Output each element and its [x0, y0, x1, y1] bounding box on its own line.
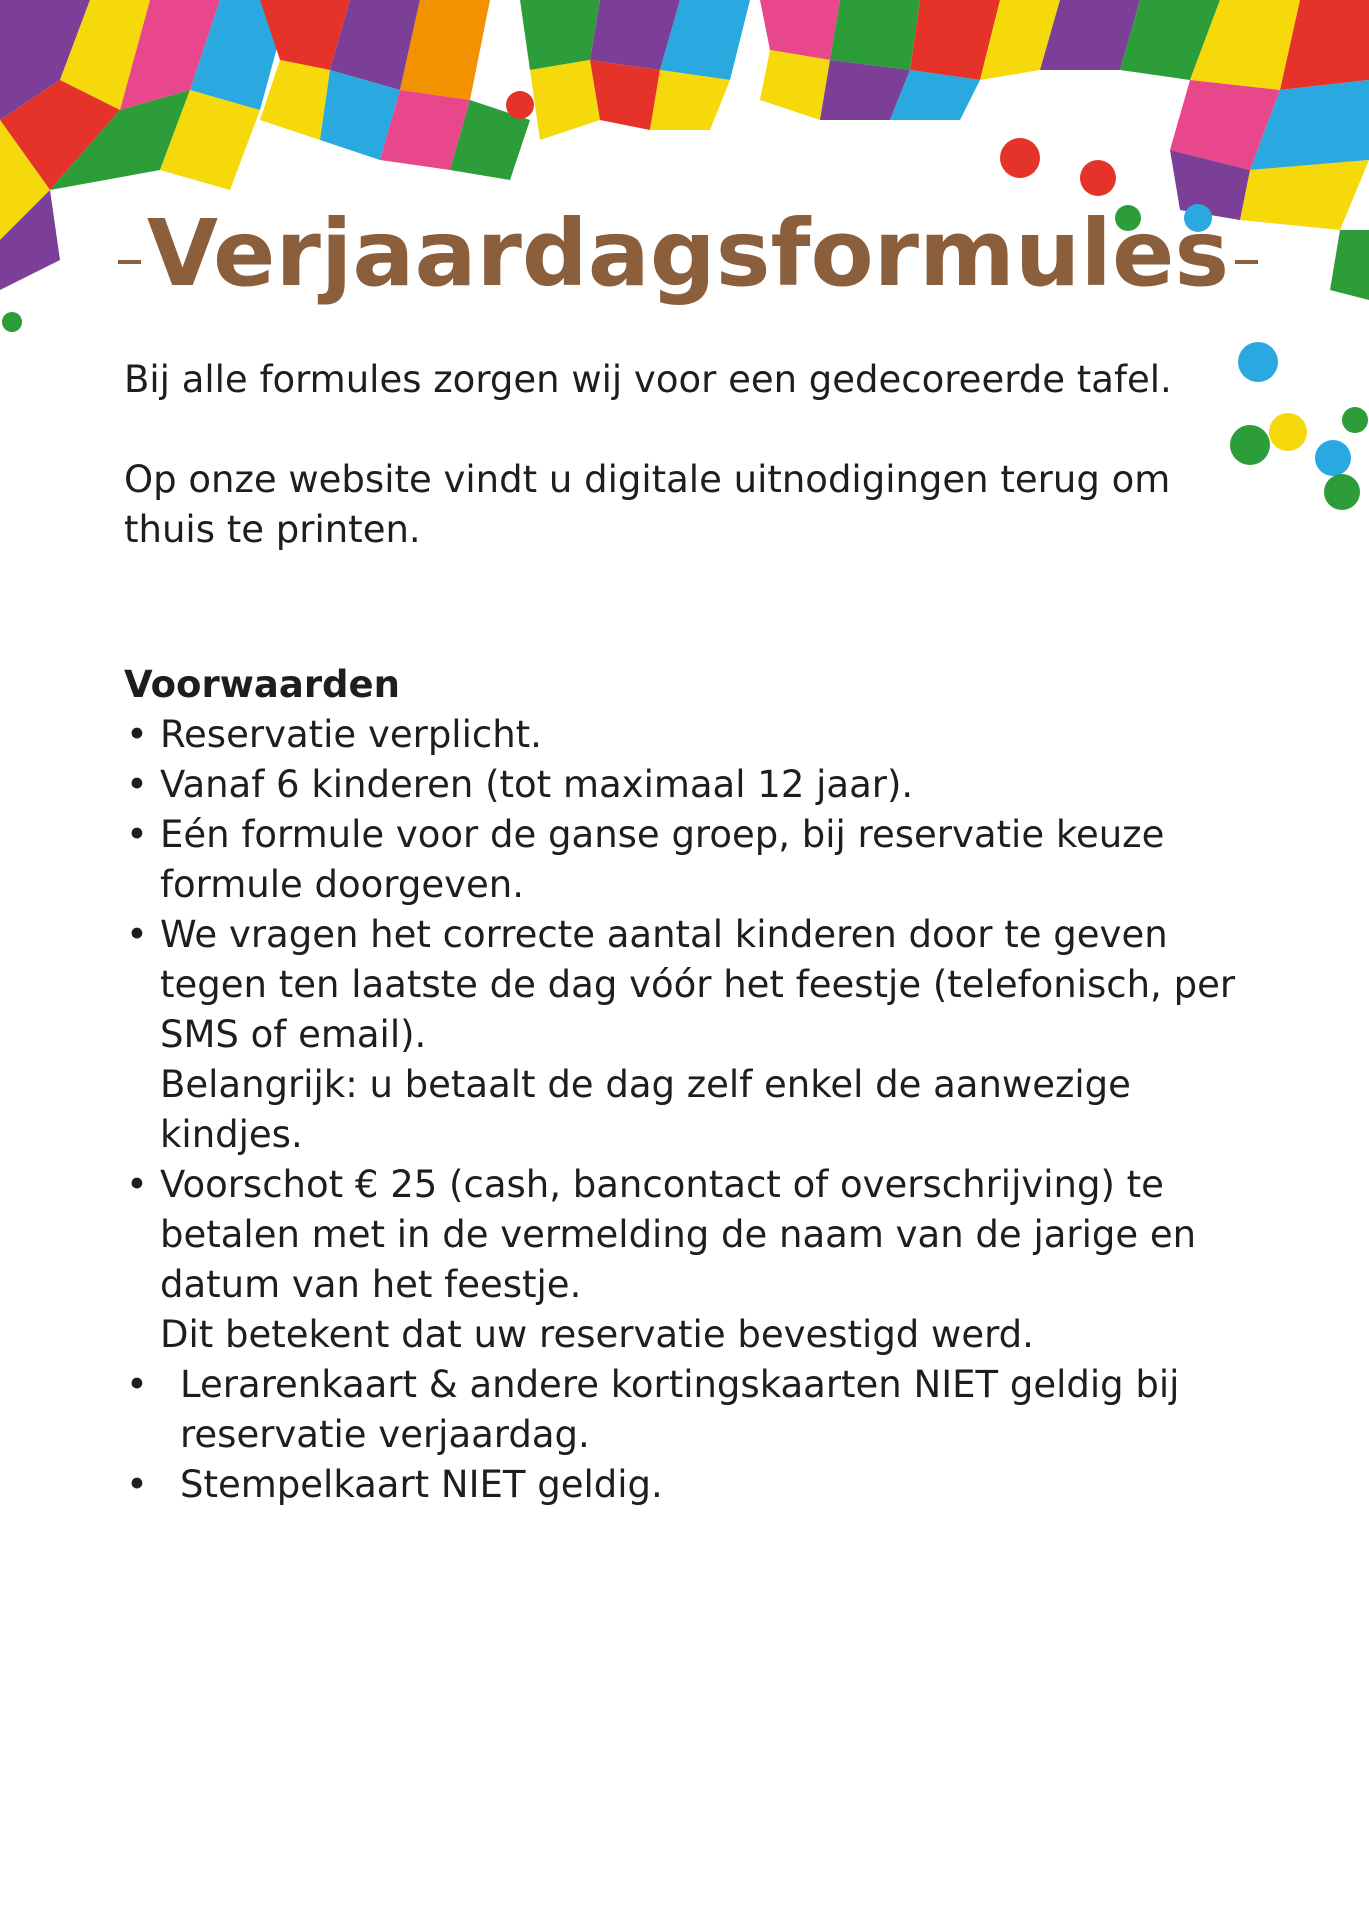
intro-paragraph-decorated-table: Bij alle formules zorgen wij voor een gedecoreerde tafel. — [124, 358, 1172, 401]
list-item-text: Voorschot € 25 (cash, bancontact of overschrijving) te betalen met in de vermelding de naam van de jarige en datum van het feestje. — [160, 1163, 1197, 1306]
list-item — [124, 710, 1254, 760]
list-item-text: Eén formule voor de ganse groep, bij reservatie keuze formule doorgeven. — [160, 813, 1165, 906]
conditions-section — [124, 660, 1254, 1510]
bullet-icon: • — [126, 1363, 148, 1406]
title-dash-right — [1235, 260, 1258, 264]
bullet-icon: • — [126, 813, 148, 856]
intro-paragraph-digital-invitations: Op onze website vindt u digitale uitnodigingen terug om thuis te printen. — [124, 458, 1171, 551]
list-item-text: Reservatie verplicht. — [160, 713, 542, 756]
list-item — [124, 910, 1254, 1160]
intro-section — [124, 355, 1204, 555]
bullet-icon: • — [126, 1163, 148, 1206]
title-block — [118, 200, 1258, 307]
list-item-note: Dit betekent dat uw reservatie bevestigd werd. — [160, 1313, 1034, 1356]
page-title: Verjaardagsformules — [146, 200, 1230, 307]
streamer-center-right — [760, 0, 1060, 120]
list-item-note: Belangrijk: u betaalt de dag zelf enkel de aanwezige kindjes. — [160, 1063, 1131, 1156]
list-item-text: We vragen het correcte aantal kinderen door te geven tegen ten laatste de dag vóór het feestje (telefonisch, per SMS of email). — [160, 913, 1236, 1056]
list-item — [124, 1460, 1254, 1510]
bullet-icon: • — [126, 913, 148, 956]
bullet-icon: • — [126, 763, 148, 806]
list-item — [124, 1160, 1254, 1360]
streamer-center — [520, 0, 750, 140]
bullet-icon: • — [126, 713, 148, 756]
bullet-icon: • — [126, 1463, 148, 1506]
list-item-text: Lerarenkaart & andere kortingskaarten NIET geldig bij reservatie verjaardag. — [180, 1363, 1180, 1456]
list-item-text: Vanaf 6 kinderen (tot maximaal 12 jaar). — [160, 763, 914, 806]
streamer-center-left — [260, 0, 530, 180]
title-dash-left — [118, 260, 141, 264]
conditions-list — [124, 710, 1254, 1510]
list-item — [124, 760, 1254, 810]
list-item — [124, 1360, 1254, 1460]
list-item — [124, 810, 1254, 910]
conditions-heading: Voorwaarden — [124, 663, 400, 706]
list-item-text: Stempelkaart NIET geldig. — [180, 1463, 663, 1506]
